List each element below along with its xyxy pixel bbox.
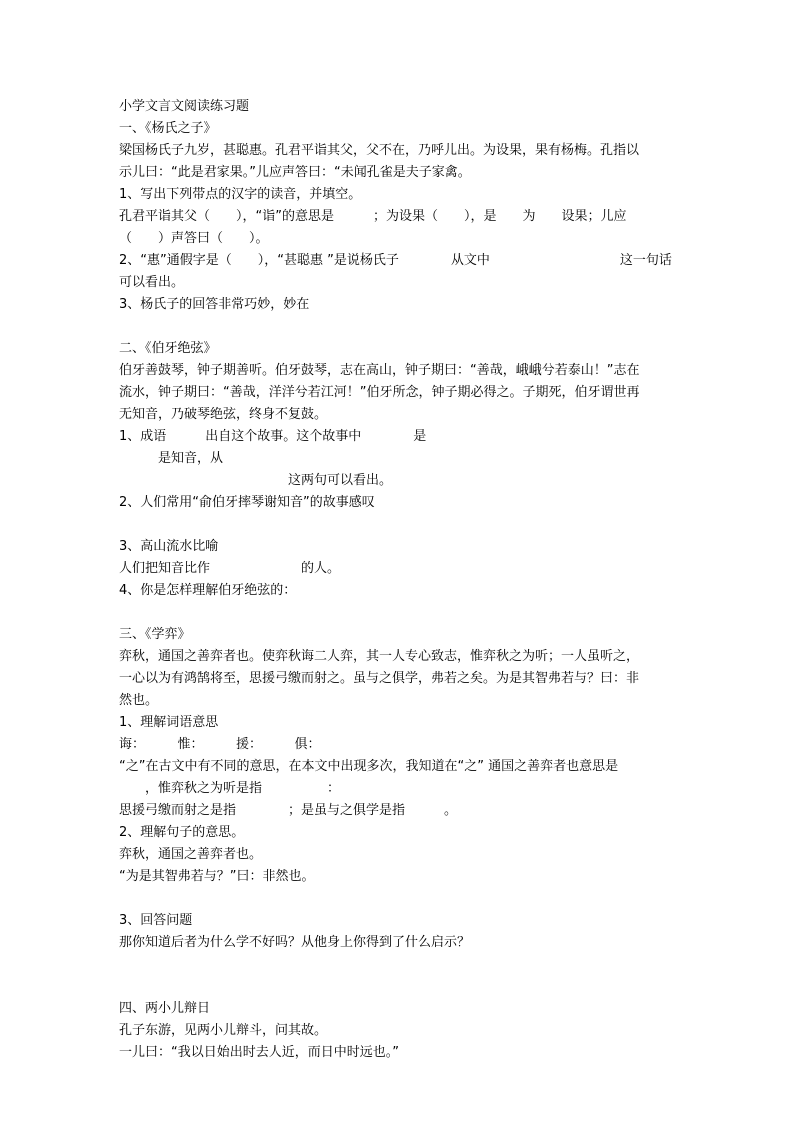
section1-question-2: 2、“惠”通假字是（ ），“甚聪惠 ”是说杨氏子 从文中 这一句话 bbox=[119, 253, 672, 268]
document-title: 小学文言文阅读练习题 bbox=[119, 99, 250, 114]
section3-question-1-zhi: 思援弓缴而射之是指 ；是虽与之俱学是指 。 bbox=[119, 803, 458, 818]
section3-heading: 三、《学弈》 bbox=[119, 627, 191, 642]
section2-question-3: 人们把知音比作 的人。 bbox=[119, 561, 341, 576]
section2-passage-line: 无知音，乃破琴绝弦，终身不复鼓。 bbox=[119, 407, 328, 422]
section1-passage-line: 示儿曰：“此是君家果。”儿应声答曰：“未闻孔雀是夫子家禽。 bbox=[119, 165, 471, 180]
section2-question-2: 2、人们常用“俞伯牙摔琴谢知音”的故事感叹 bbox=[119, 495, 375, 510]
section3-passage-line: 一心以为有鸿鹄将至，思援弓缴而射之。虽与之俱学，弗若之矣。为是其智弗若与？曰：非 bbox=[119, 671, 640, 686]
section4-passage-line: 孔子东游，见两小儿辩斗，问其故。 bbox=[119, 1023, 328, 1038]
spacer bbox=[119, 888, 679, 910]
section4-heading: 四、两小儿辩日 bbox=[119, 1001, 211, 1016]
section1-heading: 一、《杨氏之子》 bbox=[119, 121, 217, 136]
section1-question-3: 3、杨氏子的回答非常巧妙，妙在 bbox=[119, 297, 310, 312]
section3-passage-line: 然也。 bbox=[119, 693, 159, 708]
spacer bbox=[119, 954, 679, 976]
section3-question-1-words: 诲： 惟： 援： 俱： bbox=[119, 737, 321, 752]
section3-question-3-text: 那你知道后者为什么学不好吗？从他身上你得到了什么启示？ bbox=[119, 935, 471, 950]
spacer bbox=[119, 514, 679, 536]
section3-question-1-zhi: ，惟弈秋之为听是指 ： bbox=[119, 781, 341, 796]
section2-question-1: 这两句可以看出。 bbox=[119, 473, 393, 488]
section2-question-1: 是知音，从 bbox=[119, 451, 224, 466]
section1-question-1: 1、写出下列带点的汉字的读音，并填空。 bbox=[119, 187, 362, 202]
spacer bbox=[119, 316, 679, 338]
section2-question-4: 4、你是怎样理解伯牙绝弦的： bbox=[119, 583, 297, 598]
document-page bbox=[119, 96, 679, 1064]
section2-passage-line: 流水，钟子期曰：“善哉，洋洋兮若江河！”伯牙所念，钟子期必得之。子期死，伯牙谓世再 bbox=[119, 385, 640, 400]
section2-question-1: 1、成语 出自这个故事。这个故事中 是 bbox=[119, 429, 427, 444]
section3-question-2: 2、理解句子的意思。 bbox=[119, 825, 245, 840]
section3-question-3: 3、回答问题 bbox=[119, 913, 193, 928]
section3-question-1: 1、理解词语意思 bbox=[119, 715, 219, 730]
section3-passage-line: 弈秋，通国之善弈者也。使弈秋诲二人弈，其一人专心致志，惟弈秋之为听；一人虽听之， bbox=[119, 649, 640, 664]
section3-question-1-zhi: “之”在古文中有不同的意思，在本文中出现多次，我知道在“之” 通国之善弈者也意思是 bbox=[119, 759, 619, 774]
section1-question-1-fill: （ ）声答曰（ ）。 bbox=[119, 231, 269, 246]
section1-question-1-fill: 孔君平诣其父（ ），“诣”的意思是 ；为设果（ ），是 为 设果；儿应 bbox=[119, 209, 627, 224]
section1-question-2: 可以看出。 bbox=[119, 275, 185, 290]
section3-question-2-sentence: 弈秋，通国之善弈者也。 bbox=[119, 847, 263, 862]
section1-passage-line: 梁国杨氏子九岁，甚聪惠。孔君平诣其父，父不在，乃呼儿出。为设果，果有杨梅。孔指以 bbox=[119, 143, 640, 158]
section2-heading: 二、《伯牙绝弦》 bbox=[119, 341, 217, 356]
spacer bbox=[119, 602, 679, 624]
spacer bbox=[119, 976, 679, 998]
section4-passage-line: 一儿曰：“我以日始出时去人近，而日中时远也。” bbox=[119, 1045, 399, 1060]
section2-question-3: 3、高山流水比喻 bbox=[119, 539, 219, 554]
section2-passage-line: 伯牙善鼓琴，钟子期善听。伯牙鼓琴，志在高山，钟子期曰：“善哉，峨峨兮若泰山！”志在 bbox=[119, 363, 640, 378]
section3-question-2-sentence: “为是其智弗若与？”曰：非然也。 bbox=[119, 869, 315, 884]
